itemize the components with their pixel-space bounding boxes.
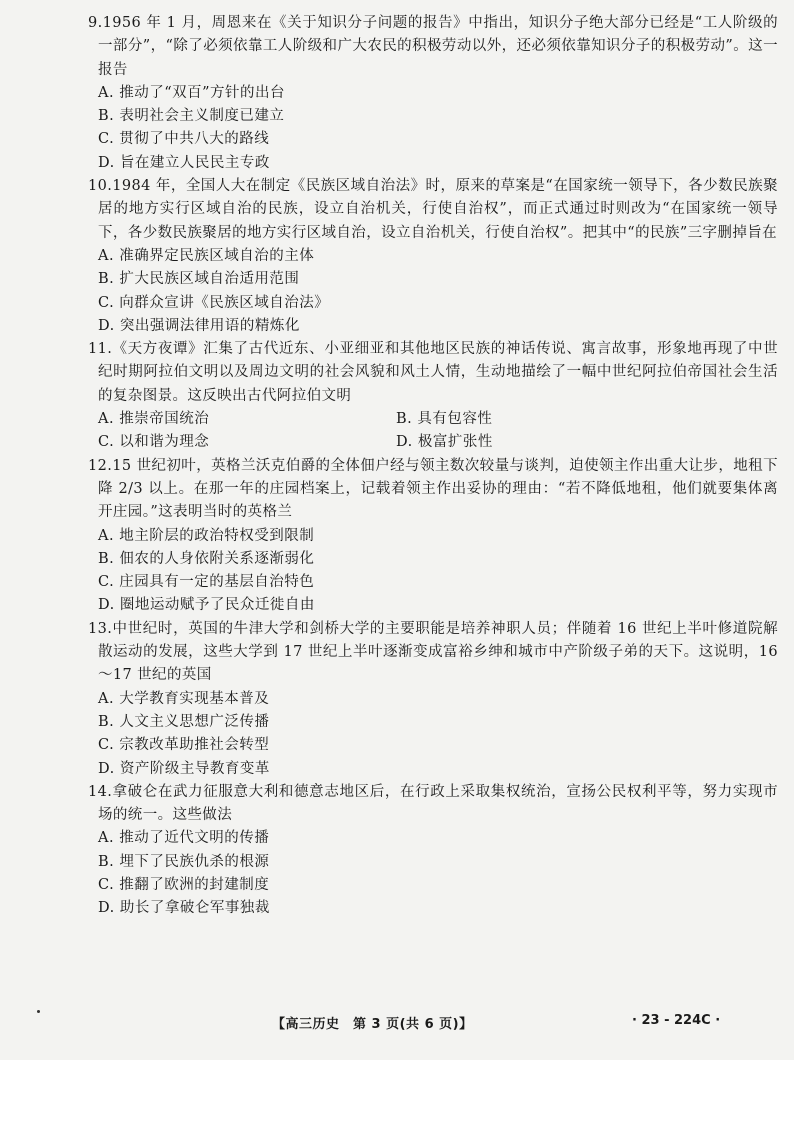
option-c: C. 推翻了欧洲的封建制度 bbox=[98, 876, 270, 893]
option-d: D. 突出强调法律用语的精炼化 bbox=[98, 317, 300, 334]
option-b: B. 人文主义思想广泛传播 bbox=[98, 713, 270, 730]
option-a: A. 推动了“双百”方针的出台 bbox=[98, 84, 286, 101]
option-a: A. 推崇帝国统治 bbox=[98, 411, 210, 428]
option-c: C. 以和谐为理念 bbox=[98, 434, 210, 451]
question-stem bbox=[88, 781, 778, 828]
question-number: 13. bbox=[88, 620, 113, 637]
option-b: B. 扩大民族区域自治适用范围 bbox=[98, 271, 300, 288]
option-d: D. 旨在建立人民民主专政 bbox=[98, 154, 270, 171]
scan-speck bbox=[37, 1010, 40, 1013]
question-stem bbox=[88, 175, 778, 245]
question-11 bbox=[88, 338, 778, 454]
question-text: 15 世纪初叶，英格兰沃克伯爵的全体佃户经与领主数次较量与谈判，迫使领主作出重大让步，地租下降 2/3 以上。在那一年的庄园档案上，记载着领主作出妥协的理由：“若不降低地租，他们就要集体离开庄园。”这表明当时的英格兰 bbox=[98, 457, 778, 521]
question-9 bbox=[88, 12, 778, 175]
option-d: D. 助长了拿破仑军事独裁 bbox=[98, 900, 270, 917]
question-stem bbox=[88, 618, 778, 688]
option-a: A. 推动了近代文明的传播 bbox=[98, 830, 270, 847]
question-number: 10. bbox=[88, 178, 113, 195]
question-12 bbox=[88, 455, 778, 618]
option-a: A. 大学教育实现基本普及 bbox=[98, 690, 270, 707]
question-stem bbox=[88, 12, 778, 82]
question-text: 1984 年，全国人大在制定《民族区域自治法》时，原来的草案是“在国家统一领导下，各少数民族聚居的地方实行区域自治的民族，设立自治机关，行使自治权”，而正式通过时则改为“在国家统一领导下，各少数民族聚居的地方实行区域自治，设立自治机关，行使自治权”。把其中“的民族”三字删掉旨在 bbox=[98, 178, 778, 241]
question-number: 9. bbox=[88, 15, 103, 31]
question-text: 中世纪时，英国的牛津大学和剑桥大学的主要职能是培养神职人员；伴随着 16 世纪上半叶修道院解散运动的发展，这些大学到 17 世纪上半叶逐渐变成富裕乡绅和城市中产阶级子弟的天下。这说明，16～17 世纪的英国 bbox=[98, 620, 778, 684]
option-b: B. 埋下了民族仇杀的根源 bbox=[98, 853, 270, 870]
question-text: 《天方夜谭》汇集了古代近东、小亚细亚和其他地区民族的神话传说、寓言故事，形象地再现了中世纪时期阿拉伯文明以及周边文明的社会风貌和风土人情，生动地描绘了一幅中世纪阿拉伯帝国社会生活的复杂图景。这反映出古代阿拉伯文明 bbox=[98, 341, 778, 404]
option-c: C. 贯彻了中共八大的路线 bbox=[98, 131, 270, 148]
option-a: A. 准确界定民族区域自治的主体 bbox=[98, 247, 315, 264]
option-d: D. 圈地运动赋予了民众迁徙自由 bbox=[98, 597, 315, 614]
option-b: B. 具有包容性 bbox=[396, 411, 493, 428]
question-number: 14. bbox=[88, 783, 113, 800]
question-stem bbox=[88, 455, 778, 525]
option-d: D. 极富扩张性 bbox=[396, 434, 493, 451]
option-a: A. 地主阶层的政治特权受到限制 bbox=[98, 527, 315, 544]
question-text: 拿破仑在武力征服意大利和德意志地区后，在行政上采取集权统治，宣扬公民权利平等，努力实现市场的统一。这些做法 bbox=[98, 783, 778, 824]
question-number: 12. bbox=[88, 457, 113, 474]
option-b: B. 佃农的人身依附关系逐渐弱化 bbox=[98, 550, 315, 567]
question-list bbox=[88, 12, 778, 921]
page-label: 【高三历史 第 3 页(共 6 页)】 bbox=[272, 1017, 473, 1032]
option-grid bbox=[88, 408, 778, 455]
page-bottom-margin bbox=[0, 1060, 794, 1124]
option-c: C. 宗教改革助推社会转型 bbox=[98, 737, 270, 754]
question-10 bbox=[88, 175, 778, 338]
option-d: D. 资产阶级主导教育变革 bbox=[98, 760, 270, 777]
option-c: C. 向群众宣讲《民族区域自治法》 bbox=[98, 294, 330, 311]
question-stem bbox=[88, 338, 778, 408]
question-13 bbox=[88, 618, 778, 781]
exam-code: · 23 - 224C · bbox=[632, 1013, 721, 1028]
option-c: C. 庄园具有一定的基层自治特色 bbox=[98, 574, 315, 591]
question-14 bbox=[88, 781, 778, 921]
question-number: 11. bbox=[88, 341, 113, 358]
option-b: B. 表明社会主义制度已建立 bbox=[98, 108, 285, 125]
question-text: 1956 年 1 月，周恩来在《关于知识分子问题的报告》中指出，知识分子绝大部分已经是“工人阶级的一部分”，“除了必须依靠工人阶级和广大农民的积极劳动以外，还必须依靠知识分子的积极劳动”。这一报告 bbox=[98, 15, 778, 78]
